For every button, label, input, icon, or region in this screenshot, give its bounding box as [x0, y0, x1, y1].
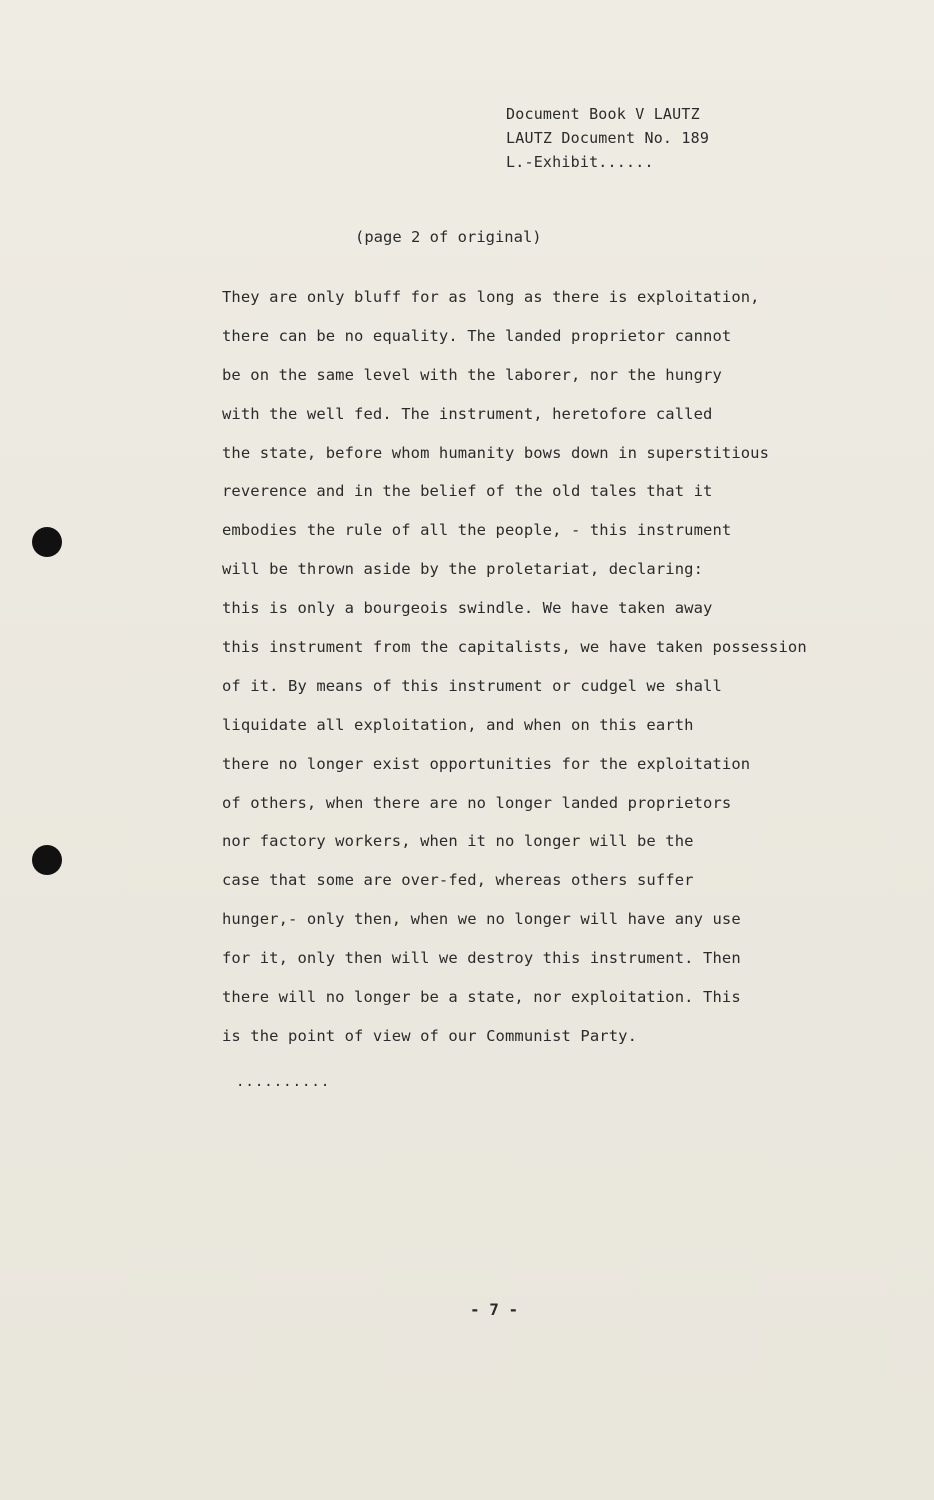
text-line: will be thrown aside by the proletariat, declaring:	[222, 560, 704, 579]
punch-hole	[32, 527, 62, 557]
document-number-line: LAUTZ Document No. 189	[506, 129, 710, 147]
text-line: there no longer exist opportunities for the exploitation	[222, 754, 751, 773]
text-line: case that some are over-fed, whereas others suffer	[222, 871, 694, 890]
text-line: of it. By means of this instrument or cudgel we shall	[222, 676, 722, 695]
punch-hole	[32, 845, 62, 875]
body-text	[222, 284, 842, 1062]
text-line: nor factory workers, when it no longer will be the	[222, 832, 694, 851]
text-line: with the well fed. The instrument, heretofore called	[222, 404, 713, 423]
text-line: hunger,- only then, when we no longer will have any use	[222, 910, 741, 929]
text-line: of others, when there are no longer landed proprietors	[222, 793, 732, 812]
text-line: this is only a bourgeois swindle. We have taken away	[222, 599, 713, 618]
text-line: embodies the rule of all the people, - this instrument	[222, 521, 732, 540]
document-header	[506, 102, 709, 174]
page-number: - 7 -	[470, 1300, 519, 1319]
page-subtitle: (page 2 of original)	[355, 228, 542, 246]
text-line: is the point of view of our Communist Party.	[222, 1026, 637, 1045]
text-line: for it, only then will we destroy this instrument. Then	[222, 949, 741, 968]
text-line: be on the same level with the laborer, nor the hungry	[222, 365, 722, 384]
text-line: the state, before whom humanity bows down in superstitious	[222, 443, 770, 462]
text-line: there will no longer be a state, nor exploitation. This	[222, 988, 741, 1007]
document-book-line: Document Book V LAUTZ	[506, 105, 700, 123]
text-line: there can be no equality. The landed proprietor cannot	[222, 326, 732, 345]
text-line: They are only bluff for as long as there is exploitation,	[222, 288, 760, 306]
text-line: reverence and in the belief of the old tales that it	[222, 482, 713, 501]
ellipsis-separator: ..........	[236, 1074, 331, 1090]
exhibit-line: L.-Exhibit......	[506, 153, 654, 171]
text-line: this instrument from the capitalists, we have taken possession	[222, 638, 807, 657]
text-line: liquidate all exploitation, and when on this earth	[222, 715, 694, 734]
